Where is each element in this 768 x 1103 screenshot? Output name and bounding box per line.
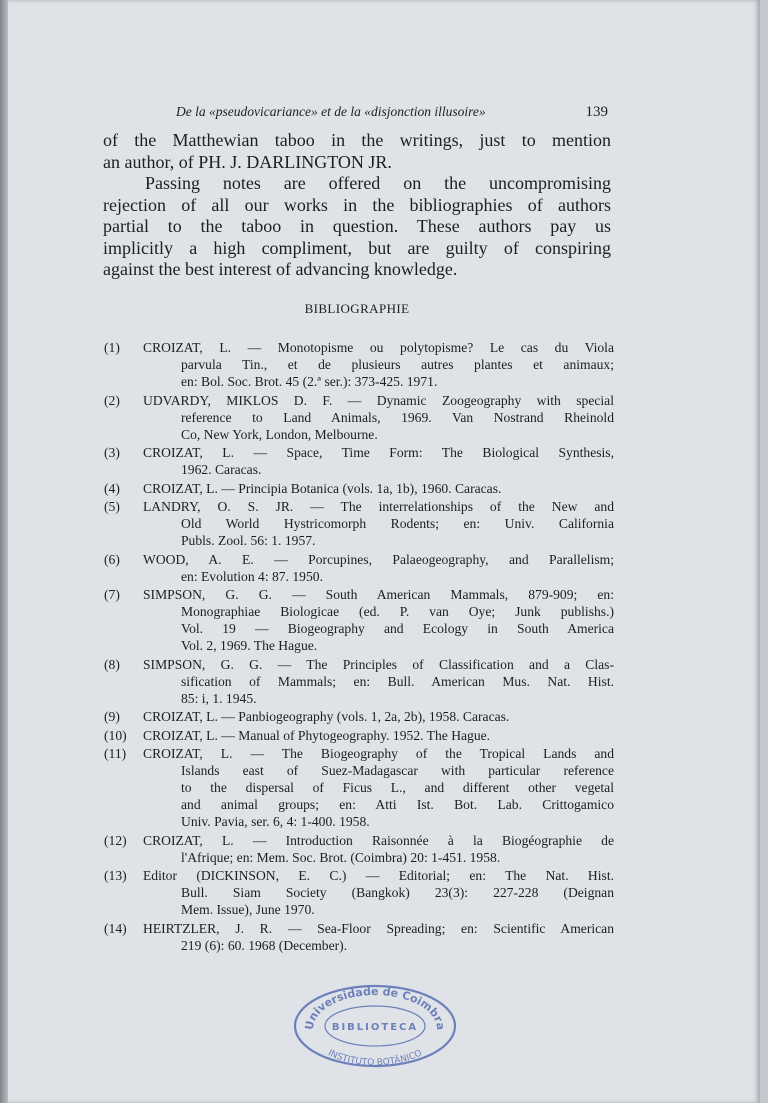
reference-line: SIMPSON, G. G. — South American Mammals, 879-909; en: bbox=[143, 587, 614, 602]
reference-line: Bull. Siam Society (Bangkok) 23(3): 227-228 (Deignan bbox=[181, 885, 614, 900]
reference-number: (1) bbox=[104, 340, 120, 355]
reference-list bbox=[104, 339, 614, 955]
reference-entry bbox=[104, 867, 614, 918]
reference-number: (3) bbox=[104, 445, 120, 460]
reference-entry bbox=[104, 656, 614, 707]
reference-line: 1962. Caracas. bbox=[181, 462, 262, 477]
reference-line: Co, New York, London, Melbourne. bbox=[181, 426, 378, 442]
text-line: rejection of all our works in the bibliographies of authors bbox=[103, 194, 611, 215]
reference-number: (12) bbox=[104, 832, 127, 848]
reference-number: (2) bbox=[104, 392, 120, 408]
running-header bbox=[176, 104, 608, 120]
reference-line: Univ. Pavia, ser. 6, 4: 1-400. 1958. bbox=[181, 814, 370, 829]
reference-line: UDVARDY, MIKLOS D. F. — Dynamic Zoogeography with special bbox=[143, 392, 614, 408]
library-stamp bbox=[291, 983, 459, 1069]
reference-line: en: Bol. Soc. Brot. 45 (2.ª ser.): 373-425. 1971. bbox=[181, 374, 438, 389]
reference-entry bbox=[104, 444, 614, 478]
reference-number: (5) bbox=[104, 499, 120, 514]
reference-line: en: Evolution 4: 87. 1950. bbox=[181, 568, 323, 584]
reference-line: WOOD, A. E. — Porcupines, Palaeogeography, and Parallelism; bbox=[143, 551, 614, 567]
reference-line: CROIZAT, L. — Panbiogeography (vols. 1, 2a, 2b), 1958. Caracas. bbox=[143, 709, 510, 724]
reference-line: parvula Tin., et de plusieurs autres plantes et animaux; bbox=[181, 357, 614, 372]
reference-line: Vol. 19 — Biogeography and Ecology in South America bbox=[181, 621, 614, 636]
reference-line: 85: i, 1. 1945. bbox=[181, 690, 257, 706]
reference-entry bbox=[104, 727, 614, 744]
reference-line: Editor (DICKINSON, E. C.) — Editorial; en: The Nat. Hist. bbox=[143, 868, 614, 883]
stamp-top-text: Universidade de Coimbra bbox=[302, 985, 448, 1031]
reference-entry bbox=[104, 586, 614, 654]
reference-line: CROIZAT, L. — The Biogeography of the Tropical Lands and bbox=[143, 746, 614, 761]
reference-line: Mem. Issue), June 1970. bbox=[181, 902, 315, 917]
reference-number: (14) bbox=[104, 920, 127, 936]
reference-line: reference to Land Animals, 1969. Van Nostrand Rheinold bbox=[181, 409, 614, 425]
reference-line: Old World Hystricomorph Rodents; en: Univ. California bbox=[181, 516, 614, 531]
reference-line: and animal groups; en: Atti Ist. Bot. Lab. Crittogamico bbox=[181, 797, 614, 812]
reference-number: (6) bbox=[104, 551, 120, 567]
reference-line: sification of Mammals; en: Bull. American Mus. Nat. Hist. bbox=[181, 673, 614, 689]
body-text bbox=[103, 130, 611, 281]
document-page bbox=[8, 0, 760, 1103]
reference-number: (10) bbox=[104, 727, 127, 743]
reference-entry bbox=[104, 480, 614, 497]
reference-line: CROIZAT, L. — Introduction Raisonnée à la Biogéographie de bbox=[143, 832, 614, 848]
paragraph bbox=[103, 173, 611, 281]
reference-entry bbox=[104, 392, 614, 443]
reference-line: l'Afrique; en: Mem. Soc. Brot. (Coimbra) 20: 1-451. 1958. bbox=[181, 849, 501, 865]
reference-number: (8) bbox=[104, 656, 120, 672]
reference-line: HEIRTZLER, J. R. — Sea-Floor Spreading; en: Scientific American bbox=[143, 920, 614, 936]
reference-line: CROIZAT, L. — Space, Time Form: The Biological Synthesis, bbox=[143, 445, 614, 460]
reference-line: Vol. 2, 1969. The Hague. bbox=[181, 638, 318, 653]
reference-entry bbox=[104, 551, 614, 585]
reference-entry bbox=[104, 339, 614, 390]
reference-number: (9) bbox=[104, 709, 120, 724]
reference-line: SIMPSON, G. G. — The Principles of Classification and a Clas- bbox=[143, 656, 614, 672]
reference-entry bbox=[104, 920, 614, 954]
text-line: partial to the taboo in question. These authors pay us bbox=[103, 216, 611, 236]
text-line: Passing notes are offered on the uncompromising bbox=[145, 173, 611, 193]
reference-entry bbox=[104, 498, 614, 549]
text-line: of the Matthewian taboo in the writings, just to mention bbox=[103, 130, 611, 150]
reference-line: to the dispersal of Ficus L., and different other vegetal bbox=[181, 780, 614, 795]
reference-entry bbox=[104, 745, 614, 830]
book-binding-shadow bbox=[0, 0, 8, 1103]
reference-number: (4) bbox=[104, 480, 120, 496]
stamp-middle-text: BIBLIOTECA bbox=[331, 1022, 419, 1033]
reference-entry bbox=[104, 832, 614, 866]
text-line: against the best interest of advancing knowledge. bbox=[103, 259, 458, 279]
text-line: an author, of PH. J. DARLINGTON JR. bbox=[103, 151, 392, 172]
reference-entry bbox=[104, 708, 614, 725]
text-line: implicitly a high compliment, but are guilty of conspiring bbox=[103, 237, 611, 258]
reference-number: (11) bbox=[104, 746, 127, 761]
reference-line: Islands east of Suez-Madagascar with particular reference bbox=[181, 763, 614, 778]
page-number: 139 bbox=[585, 104, 608, 120]
reference-line: Publs. Zool. 56: 1. 1957. bbox=[181, 533, 316, 548]
reference-line: CROIZAT, L. — Manual of Phytogeography. 1952. The Hague. bbox=[143, 727, 491, 743]
paragraph bbox=[103, 130, 611, 173]
reference-number: (7) bbox=[104, 587, 120, 602]
reference-line: CROIZAT, L. — Monotopisme ou polytopisme? Le cas du Viola bbox=[143, 340, 614, 355]
bibliography-heading: BIBLIOGRAPHIE bbox=[304, 301, 410, 316]
reference-number: (13) bbox=[104, 868, 127, 883]
reference-line: 219 (6): 60. 1968 (December). bbox=[181, 937, 348, 953]
reference-line: LANDRY, O. S. JR. — The interrelationships of the New and bbox=[143, 499, 614, 514]
stamp-bottom-text: INSTITUTO BOTÂNICO bbox=[326, 1048, 424, 1069]
reference-line: CROIZAT, L. — Principia Botanica (vols. 1a, 1b), 1960. Caracas. bbox=[143, 480, 502, 496]
running-header-title: De la «pseudovicariance» et de la «disjonction illusoire» bbox=[176, 104, 486, 119]
reference-line: Monographiae Biologicae (ed. P. van Oye; Junk publishs.) bbox=[181, 604, 614, 619]
